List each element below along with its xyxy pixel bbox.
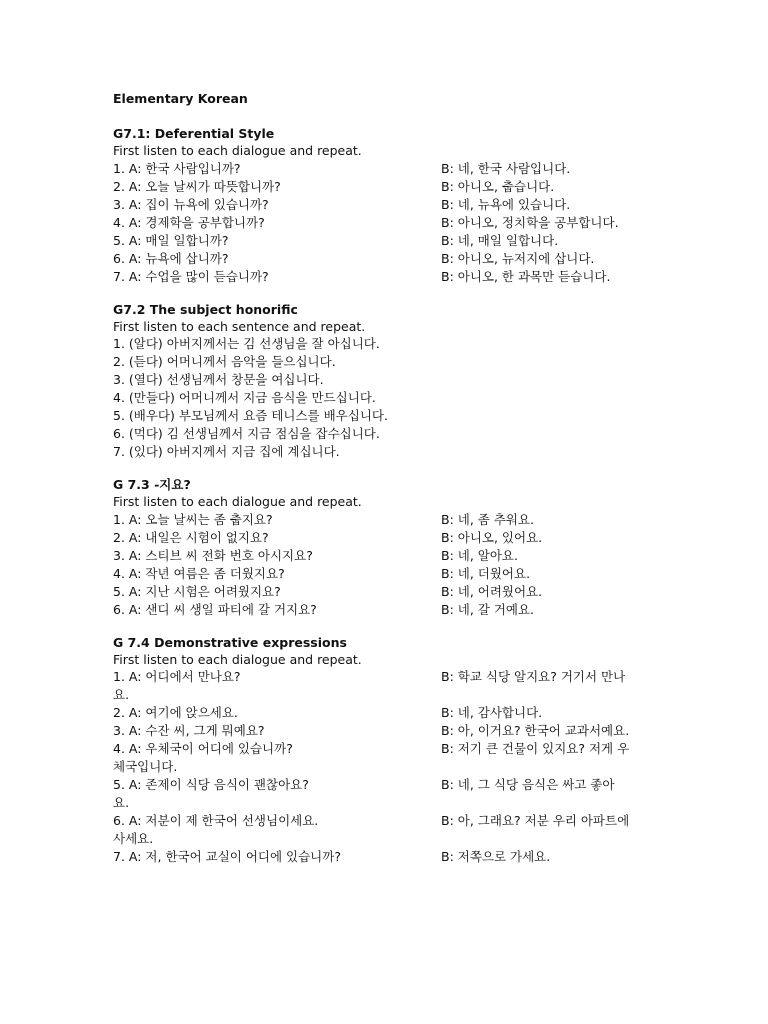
dialogue-line (113, 196, 673, 214)
speaker-a-text: 4. A: 경제학을 공부합니까? (113, 214, 265, 230)
speaker-a-text: 2. A: 오늘 날씨가 따뜻합니까? (113, 178, 281, 194)
speaker-b-text: B: 네, 갈 거예요. (441, 601, 535, 617)
section-instruction: First listen to each dialogue and repeat. (113, 651, 362, 667)
section-g7-1 (113, 125, 673, 286)
dialogue-line (113, 776, 673, 812)
wrapped-continuation: 요. (113, 687, 130, 702)
dialogue-line (113, 668, 673, 704)
dialogue-line (113, 740, 673, 776)
speaker-b-text: B: 네, 매일 일합니다. (441, 232, 559, 248)
dialogue-line (113, 178, 673, 196)
sentence-line: 6. (먹다) 김 선생님께서 지금 점심을 잡수십니다. (113, 426, 380, 441)
speaker-b-text: B: 저기 큰 건물이 있지요? 저게 우 (441, 741, 630, 756)
section-instruction: First listen to each dialogue and repeat. (113, 494, 362, 509)
dialogue-line (113, 268, 673, 286)
speaker-a-text: 2. A: 내일은 시험이 없지요? (113, 529, 269, 545)
dialogue-line (113, 565, 673, 583)
section-g7-3 (113, 476, 673, 619)
section-instruction: First listen to each sentence and repeat. (113, 318, 366, 334)
speaker-a-text: 6. A: 뉴욕에 삽니까? (113, 250, 229, 266)
speaker-b-text: B: 네, 한국 사람입니다. (441, 160, 571, 176)
speaker-b-text: B: 아니오, 정치학을 공부합니다. (441, 214, 619, 230)
sentence-line: 1. (알다) 아버지께서는 김 선생님을 잘 아십니다. (113, 336, 380, 351)
sentence-line: 2. (듣다) 어머니께서 음악을 들으십니다. (113, 354, 336, 369)
dialogue-line (113, 722, 673, 740)
speaker-b-text: B: 네, 감사합니다. (441, 705, 543, 720)
speaker-b-text: B: 저쪽으로 가세요. (441, 849, 551, 864)
speaker-a-text: 3. A: 스티브 씨 전화 번호 아시지요? (113, 547, 313, 563)
dialogue-line (113, 547, 673, 565)
sentence-line: 3. (열다) 선생님께서 창문을 여십니다. (113, 372, 324, 387)
wrapped-continuation: 요. (113, 795, 130, 810)
speaker-a-text: 2. A: 여기에 앉으세요. (113, 705, 238, 720)
dialogue-line (113, 583, 673, 601)
speaker-b-text: B: 네, 어려웠어요. (441, 583, 543, 599)
speaker-b-text: B: 아니오, 뉴저지에 삽니다. (441, 250, 595, 266)
speaker-a-text: 3. A: 수잔 씨, 그게 뭐예요? (113, 723, 265, 738)
speaker-a-text: 6. A: 저분이 제 한국어 선생님이세요. (113, 813, 319, 828)
section-title: G7.2 The subject honorific (113, 301, 298, 317)
dialogue-line (113, 232, 673, 250)
speaker-a-text: 1. A: 한국 사람입니까? (113, 160, 241, 176)
section-g7-2 (113, 301, 673, 462)
dialogue-line (113, 214, 673, 232)
dialogue-line (113, 511, 673, 529)
sentence-line: 4. (만들다) 어머니께서 지금 음식을 만드십니다. (113, 390, 376, 405)
document-page (113, 90, 673, 881)
speaker-a-text: 7. A: 저, 한국어 교실이 어디에 있습니까? (113, 849, 341, 864)
speaker-b-text: B: 아니오, 있어요. (441, 529, 543, 545)
dialogue-line (113, 529, 673, 547)
speaker-b-text: B: 아, 그래요? 저분 우리 아파트에 (441, 813, 630, 828)
speaker-a-text: 5. A: 존제이 식당 음식이 괜찮아요? (113, 777, 309, 792)
speaker-a-text: 5. A: 지난 시험은 어려웠지요? (113, 583, 281, 599)
wrapped-continuation: 사세요. (113, 831, 154, 846)
speaker-b-text: B: 아니오, 한 과목만 듣습니다. (441, 268, 611, 284)
speaker-b-text: B: 네, 알아요. (441, 547, 518, 563)
dialogue-line (113, 160, 673, 178)
speaker-a-text: 5. A: 매일 일합니까? (113, 232, 229, 248)
section-title: G 7.3 -지요? (113, 477, 191, 492)
dialogue-line (113, 704, 673, 722)
dialogue-line (113, 250, 673, 268)
section-title: G 7.4 Demonstrative expressions (113, 634, 347, 650)
section-instruction: First listen to each dialogue and repeat. (113, 143, 362, 158)
section-title: G7.1: Deferential Style (113, 126, 275, 141)
speaker-a-text: 4. A: 우체국이 어디에 있습니까? (113, 741, 293, 756)
section-g7-4 (113, 634, 673, 867)
speaker-b-text: B: 네, 좀 추워요. (441, 511, 535, 527)
speaker-a-text: 3. A: 집이 뉴욕에 있습니까? (113, 196, 269, 212)
speaker-a-text: 1. A: 오늘 날씨는 좀 춥지요? (113, 511, 273, 527)
speaker-b-text: B: 학교 식당 알지요? 거기서 만나 (441, 669, 626, 684)
sentence-line: 7. (있다) 아버지께서 지금 집에 계십니다. (113, 444, 340, 459)
speaker-a-text: 4. A: 작년 여름은 좀 더웠지요? (113, 565, 285, 581)
dialogue-line (113, 812, 673, 848)
speaker-a-text: 1. A: 어디에서 만나요? (113, 669, 241, 684)
speaker-b-text: B: 네, 더웠어요. (441, 565, 531, 581)
speaker-b-text: B: 아, 이거요? 한국어 교과서예요. (441, 723, 630, 738)
speaker-b-text: B: 아니오, 춥습니다. (441, 178, 555, 194)
speaker-a-text: 6. A: 샌디 씨 생일 파티에 갈 거지요? (113, 601, 317, 617)
speaker-b-text: B: 네, 그 식당 음식은 싸고 좋아 (441, 777, 615, 792)
speaker-b-text: B: 네, 뉴욕에 있습니다. (441, 196, 571, 212)
speaker-a-text: 7. A: 수업을 많이 듣습니까? (113, 268, 269, 284)
wrapped-continuation: 체국입니다. (113, 759, 178, 774)
dialogue-line (113, 848, 673, 866)
document-title: Elementary Korean (113, 91, 248, 106)
sentence-line: 5. (배우다) 부모님께서 요즘 테니스를 배우십니다. (113, 408, 388, 423)
dialogue-line (113, 601, 673, 619)
